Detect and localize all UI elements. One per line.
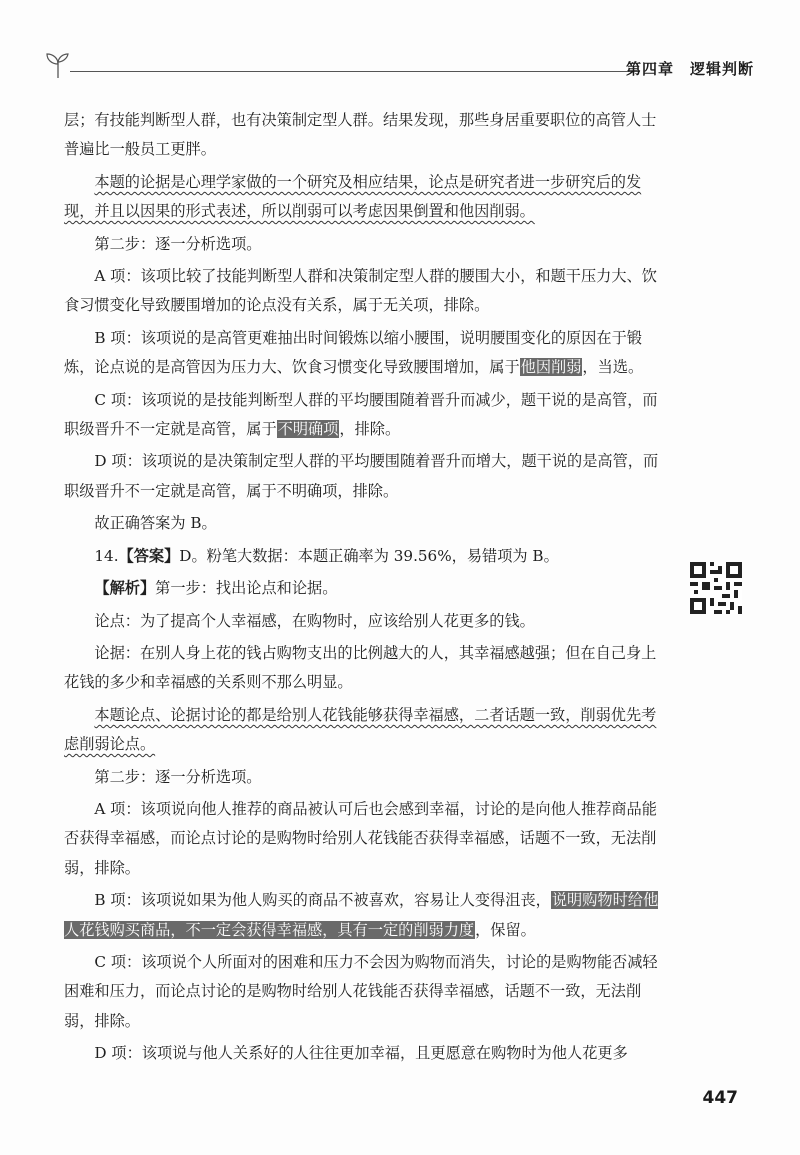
argument-evidence: 论据：在别人身上花的钱占购物支出的比例越大的人，其幸福感越强；但在自己身上花钱的多少和幸福感的关系则不那么明显。 <box>64 644 657 692</box>
option-c-analysis <box>64 386 668 445</box>
wavy-underline-text: 本题论点、论据讨论的都是给别人花钱能够获得幸福感，二者话题一致，削弱优先考虑削弱论点。 <box>64 705 657 754</box>
option-d-analysis: D 项：该项说与他人关系好的人往往更加幸福，且更愿意在购物时为他人花更多 <box>94 1044 628 1063</box>
option-a-analysis: A 项：该项说向他人推荐的商品被认可后也会感到幸福，讨论的是向他人推荐商品能否获得幸福感，而论点讨论的是购物时给别人花钱能否获得幸福感，话题不一致，无法削弱，排除。 <box>64 800 657 877</box>
analysis-heading <box>64 574 668 603</box>
chapter-number: 第四章 <box>625 60 674 78</box>
chapter-name: 逻辑判断 <box>689 60 754 78</box>
paragraph-underlined <box>64 168 668 227</box>
option-a-analysis: A 项：该项比较了技能判断型人群和决策制定型人群的腰围大小，和题干压力大、饮食习惯变化导致腰围增加的论点没有关系，属于无关项，排除。 <box>64 267 657 315</box>
option-b-analysis <box>64 324 668 383</box>
argument-point: 论点：为了提高个人幸福感，在购物时，应该给别人花更多的钱。 <box>94 611 535 630</box>
paragraph: 层；有技能判断型人群，也有决策制定型人群。结果发现，那些身居重要职位的高管人士普遍比一般员工更胖。 <box>64 111 657 159</box>
page-number: 447 <box>702 1088 738 1108</box>
highlight: 不明确项 <box>277 419 339 438</box>
text-span: B 项：该项说的是高管更难抽出时间锻炼以缩小腰围，说明腰围变化的原因在于锻炼，论点说的是高管因为压力大、饮食习惯变化导致腰围增加，属于 <box>64 328 642 377</box>
wavy-underline-text: 本题的论据是心理学家做的一个研究及相应结果，论点是研究者进一步研究后的发现，并且以因果的形式表述，所以削弱可以考虑因果倒置和他因削弱。 <box>64 172 642 221</box>
option-d-analysis: D 项：该项说的是决策制定型人群的平均腰围随着晋升而增大，题干说的是高管，而职级晋升不一定就是高管，属于不明确项，排除。 <box>64 452 659 500</box>
analysis-label: 【解析】 <box>94 579 156 598</box>
sprout-icon <box>44 50 72 80</box>
paragraph-underlined <box>64 701 668 760</box>
page-header <box>44 44 754 84</box>
question-number: 14. <box>94 546 119 565</box>
step-heading: 第二步：逐一分析选项。 <box>94 767 262 786</box>
text-span: 第一步：找出论点和论据。 <box>155 579 338 598</box>
option-b-analysis <box>64 886 668 945</box>
page-body <box>64 106 668 1072</box>
text-span: B 项：该项说如果为他人购买的商品不被喜欢，容易让人变得沮丧， <box>94 891 551 910</box>
highlight: 说明购物时给他人花钱购买商品，不一定会获得幸福感，具有一定的削弱力度 <box>64 891 659 939</box>
question-14-answer <box>64 542 668 571</box>
highlight: 他因削弱 <box>520 358 582 377</box>
text-span: C 项：该项说的是技能判断型人群的平均腰围随着晋升而减少，题干说的是高管，而职级晋升不一定就是高管，属于 <box>64 390 658 438</box>
chapter-title <box>626 58 754 79</box>
text-span: ，保留。 <box>475 920 536 939</box>
qr-code-icon[interactable] <box>690 562 742 614</box>
answer-label: 【答案】 <box>118 546 180 565</box>
header-rule <box>70 71 640 72</box>
answer-conclusion: 故正确答案为 B。 <box>94 514 217 533</box>
text-span: ，排除。 <box>339 419 401 438</box>
option-c-analysis: C 项：该项说个人所面对的困难和压力不会因为购物而消失，讨论的是购物能否减轻困难和压力，而论点讨论的是购物时给别人花钱能否获得幸福感，话题不一致，无法削弱，排除。 <box>64 953 658 1030</box>
text-span: D。粉笔大数据：本题正确率为 39.56%，易错项为 B。 <box>179 546 559 565</box>
step-heading: 第二步：逐一分析选项。 <box>94 234 262 253</box>
text-span: ，当选。 <box>582 358 644 377</box>
